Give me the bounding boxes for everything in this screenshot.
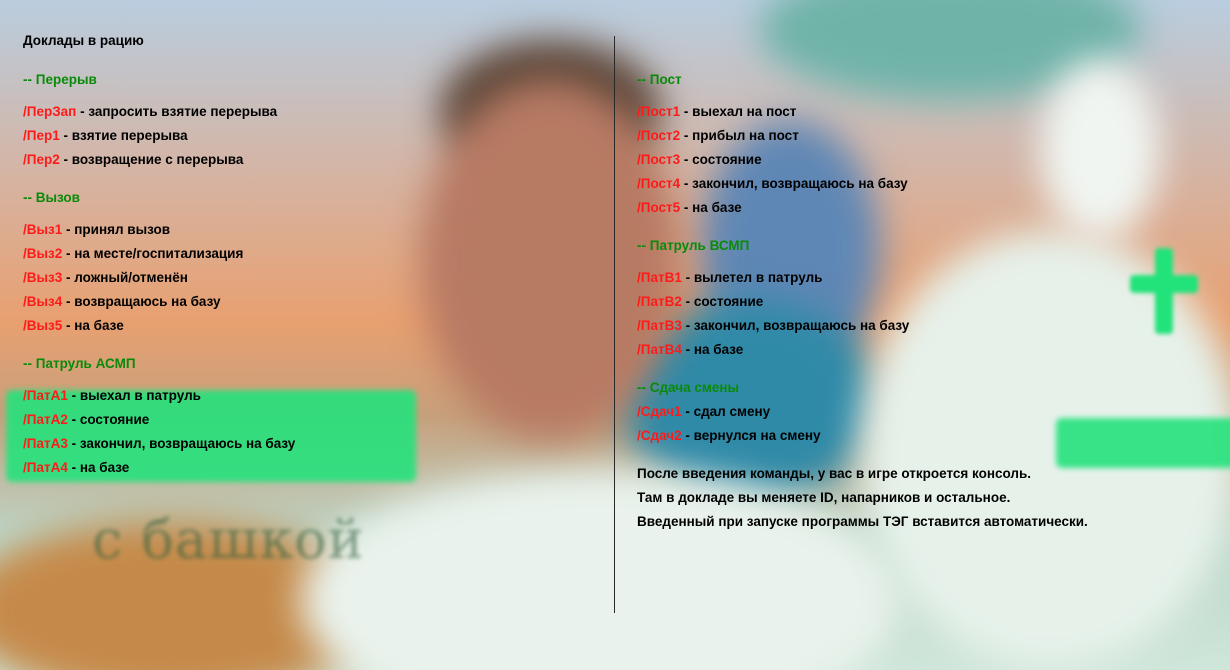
command-description: состояние [692, 152, 762, 167]
command-description: принял вызов [74, 222, 171, 237]
command-description: прибыл на пост [692, 128, 799, 143]
command-description: закончил, возвращаюсь на базу [692, 176, 908, 191]
command-code: /ПатА2 [23, 412, 68, 427]
command-item[interactable]: /Пер2 - возвращение с перерыва [23, 152, 244, 167]
command-description: взятие перерыва [71, 128, 188, 143]
command-code: /Пер1 [23, 128, 60, 143]
command-code: /ПатВ3 [637, 318, 682, 333]
command-code: /Сдач2 [637, 428, 682, 443]
command-description: на месте/госпитализация [74, 246, 244, 261]
command-code: /Пост2 [637, 128, 681, 143]
command-description: запросить взятие перерыва [88, 104, 278, 119]
command-item[interactable]: /ПатА1 - выехал в патруль [23, 388, 201, 403]
section-heading-call: -- Вызов [23, 190, 80, 205]
command-item[interactable]: /Выз1 - принял вызов [23, 222, 171, 237]
command-code: /ПатВ2 [637, 294, 682, 309]
command-description: на базе [79, 460, 130, 475]
command-item[interactable]: /ПатВ1 - вылетел в патруль [637, 270, 823, 285]
background-watermark: с башкой [92, 508, 365, 571]
command-description: возвращение с перерыва [71, 152, 244, 167]
command-item[interactable]: /ПатА4 - на базе [23, 460, 130, 475]
command-item[interactable]: /Выз2 - на месте/госпитализация [23, 246, 244, 261]
command-code: /ПатВ1 [637, 270, 682, 285]
section-heading-shift-handover: -- Сдача смены [637, 380, 740, 395]
command-description: состояние [79, 412, 150, 427]
section-heading-patrol-vsmp: -- Патруль ВСМП [637, 238, 750, 253]
command-code: /Пер2 [23, 152, 60, 167]
command-description: на базе [692, 200, 742, 215]
section-heading-patrol-asmp: -- Патруль АСМП [23, 356, 136, 371]
command-item[interactable]: /ПатА3 - закончил, возвращаюсь на базу [23, 436, 296, 451]
column-divider [614, 36, 615, 613]
command-code: /ПатА3 [23, 436, 68, 451]
command-item[interactable]: /ПатВ4 - на базе [637, 342, 744, 357]
instruction-note: Там в докладе вы меняете ID, напарников и остальное. [637, 490, 1011, 505]
command-description: закончил, возвращаюсь на базу [693, 318, 910, 333]
command-code: /ПерЗап [23, 104, 77, 119]
command-item[interactable]: /Пост3 - состояние [637, 152, 762, 167]
command-code: /ПатА1 [23, 388, 68, 403]
command-code: /Выз5 [23, 318, 63, 333]
command-description: вылетел в патруль [693, 270, 823, 285]
command-item[interactable]: /Пер1 - взятие перерыва [23, 128, 188, 143]
page-title: Доклады в рацию [23, 33, 144, 48]
command-description: ложный/отменён [74, 270, 188, 285]
command-code: /ПатА4 [23, 460, 68, 475]
command-item[interactable]: /Сдач1 - сдал смену [637, 404, 771, 419]
command-description: выехал в патруль [79, 388, 201, 403]
command-code: /Пост1 [637, 104, 681, 119]
command-item[interactable]: /Выз4 - возвращаюсь на базу [23, 294, 221, 309]
command-item[interactable]: /ПерЗап - запросить взятие перерыва [23, 104, 278, 119]
command-description: на базе [74, 318, 124, 333]
command-item[interactable]: /Пост4 - закончил, возвращаюсь на базу [637, 176, 908, 191]
command-description: вернулся на смену [693, 428, 821, 443]
command-description: возвращаюсь на базу [74, 294, 221, 309]
command-item[interactable]: /Выз3 - ложный/отменён [23, 270, 188, 285]
command-code: /Пост3 [637, 152, 681, 167]
command-code: /ПатВ4 [637, 342, 682, 357]
command-description: сдал смену [693, 404, 771, 419]
command-item[interactable]: /ПатВ2 - состояние [637, 294, 764, 309]
command-code: /Пост4 [637, 176, 681, 191]
command-code: /Выз2 [23, 246, 63, 261]
command-description: состояние [693, 294, 764, 309]
command-item[interactable]: /Выз5 - на базе [23, 318, 124, 333]
command-code: /Выз1 [23, 222, 63, 237]
command-code: /Выз4 [23, 294, 63, 309]
command-item[interactable]: /Пост5 - на базе [637, 200, 742, 215]
section-heading-break: -- Перерыв [23, 72, 97, 87]
command-item[interactable]: /Пост2 - прибыл на пост [637, 128, 799, 143]
command-code: /Сдач1 [637, 404, 682, 419]
command-description: выехал на пост [692, 104, 797, 119]
command-item[interactable]: /ПатА2 - состояние [23, 412, 150, 427]
command-item[interactable]: /Сдач2 - вернулся на смену [637, 428, 821, 443]
instruction-note: После введения команды, у вас в игре откроется консоль. [637, 466, 1032, 481]
command-code: /Пост5 [637, 200, 681, 215]
instruction-note: Введенный при запуске программы ТЭГ вставится автоматически. [637, 514, 1088, 529]
section-heading-post: -- Пост [637, 72, 682, 87]
command-item[interactable]: /Пост1 - выехал на пост [637, 104, 797, 119]
command-code: /Выз3 [23, 270, 63, 285]
command-description: закончил, возвращаюсь на базу [79, 436, 296, 451]
command-description: на базе [693, 342, 744, 357]
command-item[interactable]: /ПатВ3 - закончил, возвращаюсь на базу [637, 318, 910, 333]
